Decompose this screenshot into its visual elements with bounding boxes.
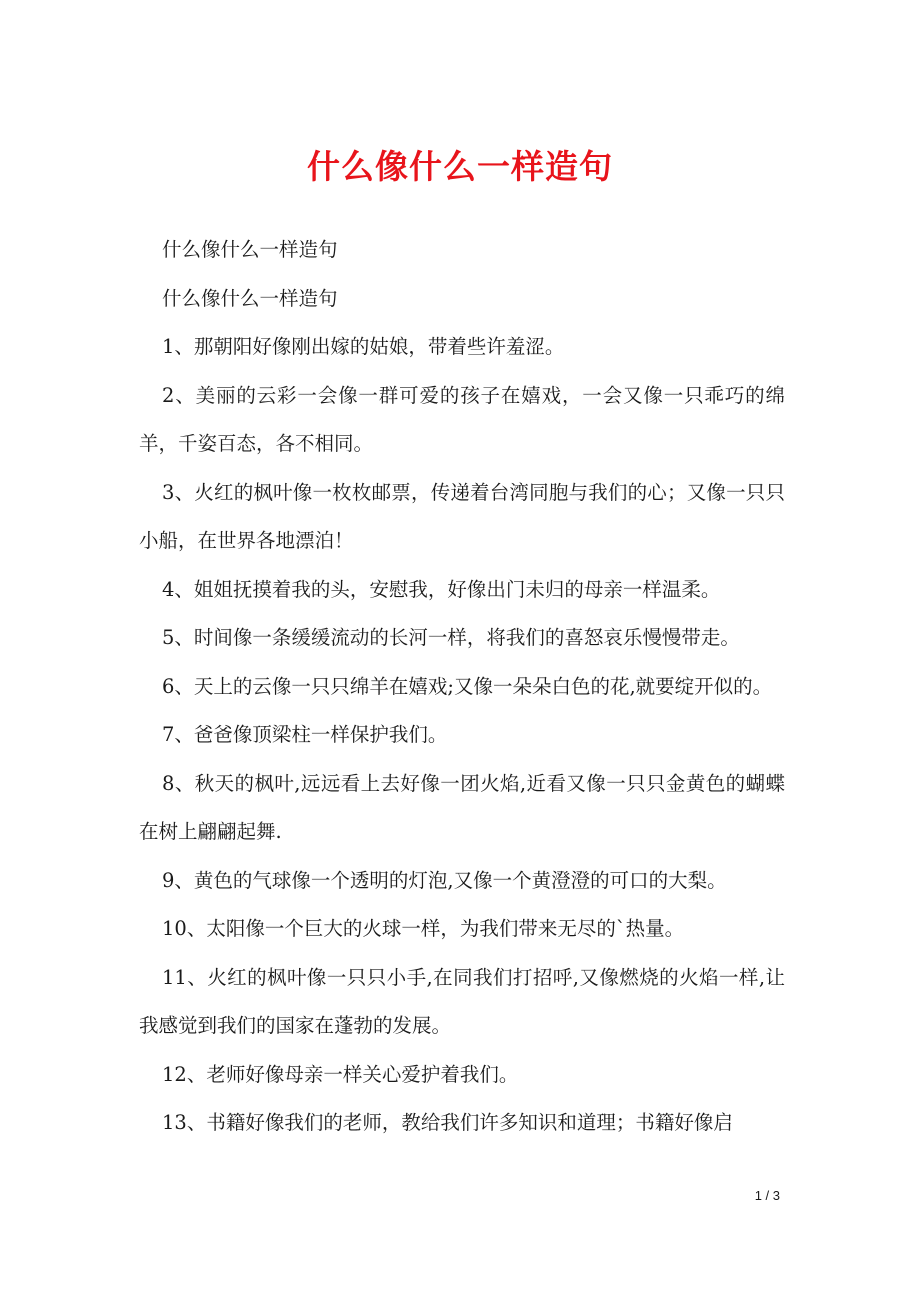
paragraph: 4、姐姐抚摸着我的头，安慰我，好像出门未归的母亲一样温柔。 <box>162 577 721 601</box>
paragraph: 13、书籍好像我们的老师，教给我们许多知识和道理；书籍好像启 <box>162 1111 733 1134</box>
document-title: 什么像什么一样造句 <box>307 147 613 186</box>
document-body <box>139 226 785 1148</box>
page-number: 1 / 3 <box>754 1188 780 1203</box>
paragraph: 5、时间像一条缓缓流动的长河一样，将我们的喜怒哀乐慢慢带走。 <box>162 626 740 649</box>
paragraph: 11、火红的枫叶像一只只小手,在同我们打招呼,又像燃烧的火焰一样,让我感觉到我们的国家在蓬勃的发展。 <box>139 965 785 1037</box>
paragraph: 2、美丽的云彩一会像一群可爱的孩子在嬉戏，一会又像一只乖巧的绵羊，千姿百态，各不相同。 <box>139 383 785 455</box>
paragraph: 什么像什么一样造句 <box>162 286 338 310</box>
paragraph: 6、天上的云像一只只绵羊在嬉戏;又像一朵朵白色的花,就要绽开似的。 <box>162 674 773 698</box>
paragraph: 9、黄色的气球像一个透明的灯泡,又像一个黄澄澄的可口的大梨。 <box>162 868 727 892</box>
paragraph: 7、爸爸像顶梁柱一样保护我们。 <box>162 723 448 746</box>
paragraph: 8、秋天的枫叶,远远看上去好像一团火焰,近看又像一只只金黄色的蝴蝶在树上翩翩起舞. <box>139 771 785 843</box>
paragraph: 什么像什么一样造句 <box>162 238 338 261</box>
paragraph: 1、那朝阳好像刚出嫁的姑娘，带着些许羞涩。 <box>162 335 565 358</box>
paragraph: 10、太阳像一个巨大的火球一样，为我们带来无尽的`热量。 <box>162 917 685 940</box>
paragraph: 12、老师好像母亲一样关心爱护着我们。 <box>162 1062 519 1086</box>
paragraph: 3、火红的枫叶像一枚枚邮票，传递着台湾同胞与我们的心；又像一只只小船，在世界各地漂泊！ <box>139 480 785 552</box>
